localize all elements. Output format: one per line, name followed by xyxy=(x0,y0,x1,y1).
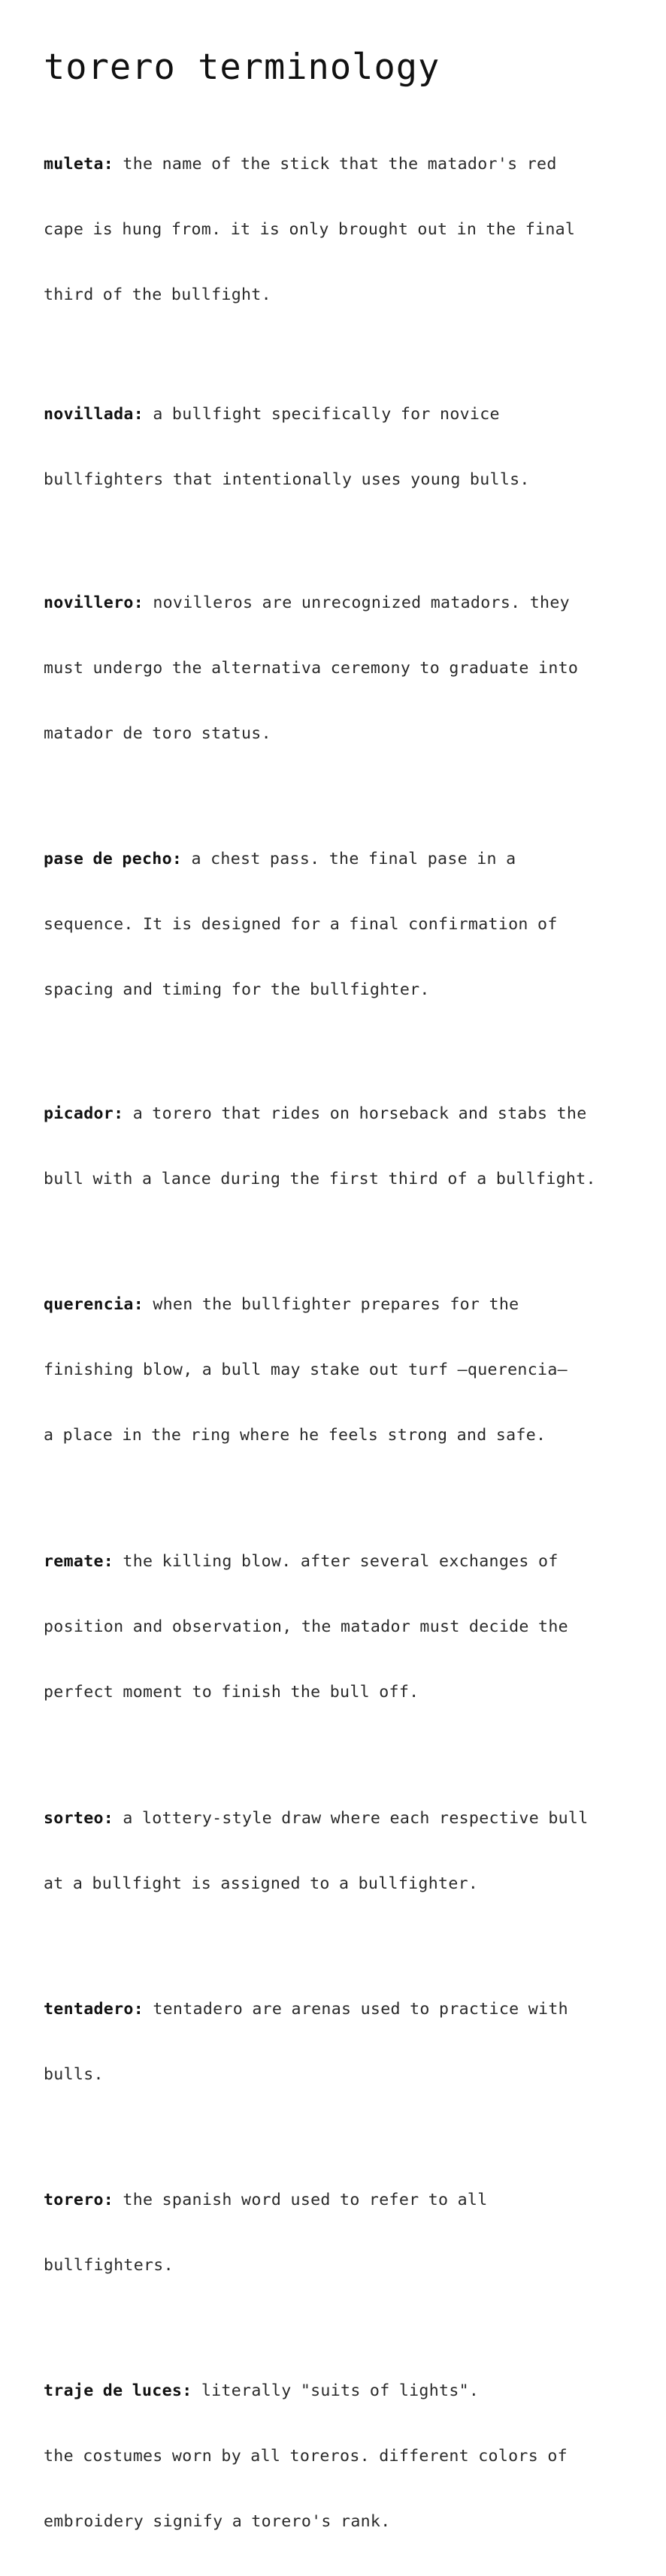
term: torero: xyxy=(44,2191,114,2209)
definition-line: matador de toro status. xyxy=(44,724,271,743)
definition-line: bull with a lance during the first third of a bullfight. xyxy=(44,1170,596,1188)
glossary-entry-pase-de-pecho xyxy=(44,805,660,1044)
definition-text: literally "suits of lights". xyxy=(192,2381,480,2400)
term: remate: xyxy=(44,1552,114,1571)
glossary-entry-remate xyxy=(44,1507,660,1747)
term: picador: xyxy=(44,1104,124,1123)
term: pase de pecho: xyxy=(44,850,183,868)
definition-line: position and observation, the matador must decide the xyxy=(44,1617,568,1636)
entry-first-line xyxy=(44,403,660,425)
definition-text: the spanish word used to refer to all xyxy=(114,2191,488,2209)
definition-line: bullfighters that intentionally uses young bulls. xyxy=(44,470,530,489)
definition-text: a torero that rides on horseback and stabs the xyxy=(123,1104,587,1123)
definition-line: must undergo the alternativa ceremony to graduate into xyxy=(44,659,579,678)
definition-line: at a bullfight is assigned to a bullfighter. xyxy=(44,1874,479,1893)
entry-first-line xyxy=(44,1807,660,1829)
term: traje de luces: xyxy=(44,2381,192,2400)
definition-line: finishing blow, a bull may stake out turf —querencia— xyxy=(44,1360,568,1379)
definition-line: a place in the ring where he feels strong and safe. xyxy=(44,1426,546,1445)
entry-first-line xyxy=(44,848,660,870)
definition-line: third of the bullfight. xyxy=(44,285,271,304)
definition-line: cape is hung from. it is only brought out in the final xyxy=(44,220,576,239)
glossary-entry-sorteo xyxy=(44,1764,660,1938)
term: novillero: xyxy=(44,593,144,612)
definition-line: spacing and timing for the bullfighter. xyxy=(44,980,430,999)
glossary-entry-traje-de-luces xyxy=(44,2336,660,2576)
definition-text: when the bullfighter prepares for the xyxy=(144,1295,519,1314)
glossary-entry-tentadero xyxy=(44,1955,660,2129)
glossary-list xyxy=(44,110,660,2576)
definition-line: perfect moment to finish the bull off. xyxy=(44,1683,419,1702)
definition-text: the name of the stick that the matador's red xyxy=(114,155,557,174)
definition-line: bulls. xyxy=(44,2065,104,2084)
term: novillada: xyxy=(44,405,144,424)
definition-text: a lottery-style draw where each respective bull xyxy=(114,1809,589,1828)
document-page xyxy=(44,47,660,2576)
definition-line: sequence. It is designed for a final confirmation of xyxy=(44,915,558,934)
entry-first-line xyxy=(44,1551,660,1572)
glossary-entry-querencia xyxy=(44,1250,660,1490)
term: tentadero: xyxy=(44,2000,144,2019)
entry-first-line xyxy=(44,2380,660,2402)
definition-text: a chest pass. the final pase in a xyxy=(182,850,516,868)
definition-line: embroidery signify a torero's rank. xyxy=(44,2512,391,2531)
entry-first-line xyxy=(44,1103,660,1125)
entry-first-line xyxy=(44,2189,660,2211)
definition-line: bullfighters. xyxy=(44,2256,174,2275)
definition-line: the costumes worn by all toreros. different colors of xyxy=(44,2447,568,2466)
glossary-entry-picador xyxy=(44,1059,660,1234)
entry-first-line xyxy=(44,1998,660,2020)
glossary-entry-muleta xyxy=(44,110,660,349)
definition-text: novilleros are unrecognized matadors. they xyxy=(144,593,570,612)
term: muleta: xyxy=(44,155,114,174)
glossary-entry-novillero xyxy=(44,548,660,788)
glossary-entry-torero xyxy=(44,2146,660,2320)
glossary-entry-novillada xyxy=(44,360,660,534)
entry-first-line xyxy=(44,1294,660,1315)
term: sorteo: xyxy=(44,1809,114,1828)
definition-text: the killing blow. after several exchanges of xyxy=(114,1552,559,1571)
definition-text: a bullfight specifically for novice xyxy=(144,405,500,424)
entry-first-line xyxy=(44,153,660,175)
entry-first-line xyxy=(44,592,660,614)
definition-text: tentadero are arenas used to practice with xyxy=(144,2000,568,2019)
term: querencia: xyxy=(44,1295,144,1314)
page-title: torero terminology xyxy=(44,47,440,88)
